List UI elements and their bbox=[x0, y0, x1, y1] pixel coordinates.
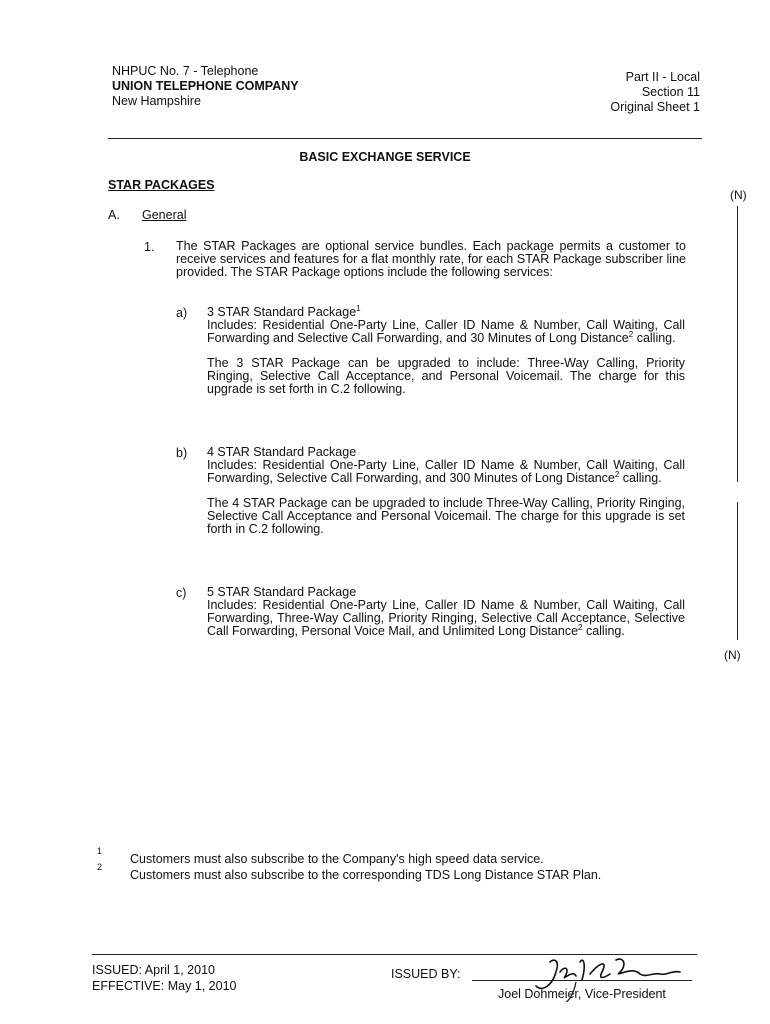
issued-by-label: ISSUED BY: bbox=[391, 967, 461, 981]
change-marker-top: (N) bbox=[730, 188, 747, 202]
package-b bbox=[207, 446, 685, 536]
package-c-title: 5 STAR Standard Package bbox=[207, 585, 357, 599]
package-b-includes: Includes: Residential One-Party Line, Caller ID Name & Number, Call Waiting, Call Forwarding, Selective Call Forwarding, and 300 Minutes of Long Distance$^2$ calling. bbox=[207, 458, 685, 485]
sheet-label: Original Sheet 1 bbox=[610, 100, 700, 114]
change-marker-bottom: (N) bbox=[724, 648, 741, 662]
signer-name: Joel Dohmeier, Vice-President bbox=[498, 987, 666, 1001]
state-name: New Hampshire bbox=[112, 94, 201, 108]
package-c bbox=[207, 586, 685, 638]
footnote-1-number: 1 bbox=[97, 846, 103, 856]
header-left bbox=[112, 64, 299, 109]
footnote-1-text: Customers must also subscribe to the Company's high speed data service. bbox=[130, 852, 544, 866]
issued-block bbox=[92, 962, 237, 994]
package-a-upgrade: The 3 STAR Package can be upgraded to include: Three-Way Calling, Priority Ringing, Selective Call Acceptance, and Personal Voicemail. The charge for this upgrade is set forth in C.2 following. bbox=[207, 356, 685, 396]
package-c-includes: Includes: Residential One-Party Line, Caller ID Name & Number, Call Waiting, Call Forwarding, Three-Way Calling, Priority Ringing, Selective Call Acceptance, Selective Call Forwarding, Personal Voice Mail, and Unlimited Long Distance$^2$ calling. bbox=[207, 598, 685, 638]
change-bar-1 bbox=[737, 206, 738, 482]
package-a-title: 3 STAR Standard Package$^1$ bbox=[207, 303, 361, 319]
item-number: 1. bbox=[144, 240, 155, 254]
issued-date: ISSUED: April 1, 2010 bbox=[92, 963, 215, 977]
package-b-upgrade: The 4 STAR Package can be upgraded to include Three-Way Calling, Priority Ringing, Selective Call Acceptance and Personal Voicemail. The charge for this upgrade is set forth in C.2 following. bbox=[207, 496, 685, 536]
package-c-letter: c) bbox=[176, 586, 187, 600]
package-b-letter: b) bbox=[176, 446, 188, 460]
footnote-2-text: Customers must also subscribe to the corresponding TDS Long Distance STAR Plan. bbox=[130, 868, 602, 882]
general-heading: General bbox=[142, 208, 187, 222]
package-a bbox=[207, 303, 685, 396]
header-rule bbox=[108, 138, 702, 139]
effective-date: EFFECTIVE: May 1, 2010 bbox=[92, 979, 237, 993]
change-bar-2 bbox=[737, 502, 738, 640]
package-a-letter: a) bbox=[176, 306, 188, 320]
section-label: Section 11 bbox=[641, 85, 700, 99]
company-name: UNION TELEPHONE COMPANY bbox=[112, 79, 299, 93]
section-title: STAR PACKAGES bbox=[108, 178, 215, 192]
footnote-2-number: 2 bbox=[97, 862, 103, 872]
general-paragraph: The STAR Packages are optional service bundles. Each package permits a customer to receive services and features for a flat monthly rate, for each STAR Package subscriber line provided. The STAR Package options include the following services: bbox=[176, 239, 686, 279]
part-label: Part II - Local bbox=[625, 70, 700, 84]
page-title: BASIC EXCHANGE SERVICE bbox=[299, 150, 471, 164]
header-right bbox=[610, 70, 700, 115]
package-a-includes: Includes: Residential One-Party Line, Caller ID Name & Number, Call Waiting, Call Forwarding and Selective Call Forwarding, and 30 Minutes of Long Distance$^2$ calling. bbox=[207, 318, 685, 345]
package-b-title: 4 STAR Standard Package bbox=[207, 445, 357, 459]
general-letter: A. bbox=[108, 208, 120, 222]
tariff-number: NHPUC No. 7 - Telephone bbox=[112, 64, 259, 78]
